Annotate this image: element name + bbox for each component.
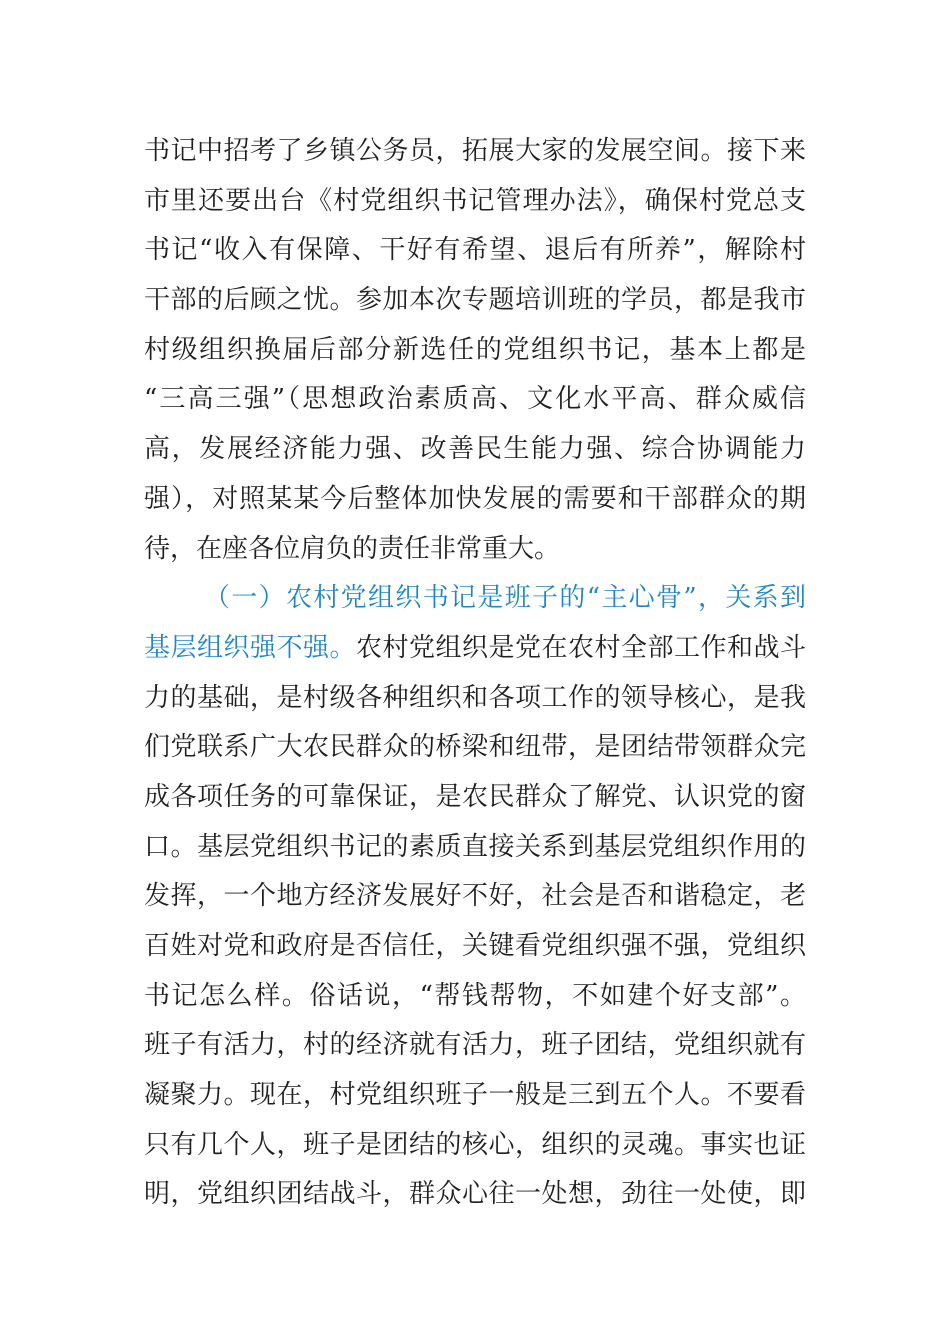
text-line: 成各项任务的可靠保证，是农民群众了解党、认识党的窗 xyxy=(144,781,806,812)
text-line: 力的基础，是村级各种组织和各项工作的领导核心，是我 xyxy=(144,682,806,713)
text-line: 村级组织换届后部分新选任的党组织书记，基本上都是 xyxy=(144,334,806,365)
text-line: 百姓对党和政府是否信任，关键看党组织强不强，党组织 xyxy=(144,931,806,961)
text-line: 高，发展经济能力强、改善民生能力强、综合协调能力 xyxy=(144,434,806,465)
text-line: 书记中招考了乡镇公务员，拓展大家的发展空间。接下来 xyxy=(144,136,806,166)
paragraph-section-one xyxy=(144,574,806,1220)
text-line: 市里还要出台《村党组织书记管理办法》，确保村党总支 xyxy=(144,185,806,216)
text-line: 班子有活力，村的经济就有活力，班子团结，党组织就有 xyxy=(144,1030,806,1061)
text-line: “三高三强”（思想政治素质高、文化水平高、群众威信 xyxy=(144,384,806,415)
section-heading: （一）农村党组织书记是班子的“主心骨”，关系到 xyxy=(204,583,806,614)
text-line: 凝聚力。现在，村党组织班子一般是三到五个人。不要看 xyxy=(144,1080,806,1111)
section-heading-line xyxy=(144,574,806,624)
text-line: 干部的后顾之忧。参加本次专题培训班的学员，都是我市 xyxy=(144,285,806,316)
text-line: 们党联系广大农民群众的桥梁和纽带，是团结带领群众完 xyxy=(144,732,806,763)
text-line: 书记“收入有保障、干好有希望、退后有所养”，解除村 xyxy=(144,235,806,266)
text-line: 书记怎么样。俗话说，“帮钱帮物，不如建个好支部”。 xyxy=(144,980,806,1011)
paragraph-continuation xyxy=(144,127,806,574)
text-line xyxy=(144,624,806,674)
text-line: 发挥，一个地方经济发展好不好，社会是否和谐稳定，老 xyxy=(144,881,806,912)
text-line: 强），对照某某今后整体加快发展的需要和干部群众的期 xyxy=(144,483,806,514)
text-line: 待，在座各位肩负的责任非常重大。 xyxy=(144,533,561,564)
section-heading-continued: 基层组织强不强。 xyxy=(144,632,356,663)
text-line: 口。基层党组织书记的素质直接关系到基层党组织作用的 xyxy=(144,831,806,862)
text-line: 只有几个人，班子是团结的核心，组织的灵魂。事实也证 xyxy=(144,1129,806,1160)
text-line-rest: 农村党组织是党在农村全部工作和战斗 xyxy=(356,632,806,663)
text-line: 明，党组织团结战斗，群众心往一处想，劲往一处使，即 xyxy=(144,1179,806,1210)
document-body xyxy=(144,127,806,1220)
